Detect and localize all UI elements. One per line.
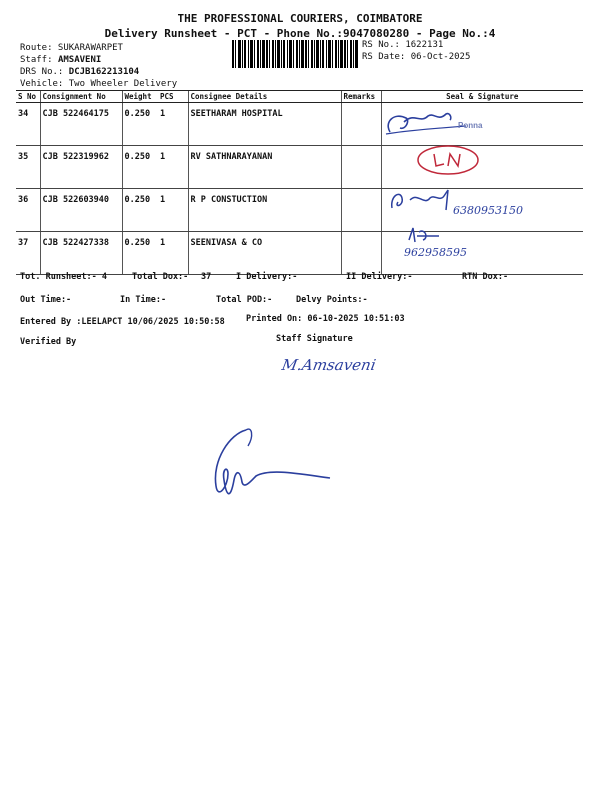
table-row	[16, 103, 583, 146]
total-dox-value: 37	[201, 272, 212, 282]
vehicle-label: Vehicle: Two Wheeler Delivery	[20, 79, 178, 89]
runsheet-table	[16, 90, 583, 275]
rs-number: RS No.: 1622131	[362, 40, 444, 50]
cell-weight: 0.250	[122, 146, 158, 189]
cell-consignee: R P CONSTUCTION	[188, 189, 341, 232]
drs-line	[20, 67, 139, 77]
cell-sno: 37	[16, 232, 40, 275]
out-time: Out Time:-	[20, 295, 72, 305]
total-dox-label: Total Dox:-	[132, 272, 189, 282]
runsheet-subtitle: Delivery Runsheet - PCT - Phone No.:9047080280 - Page No.:4	[104, 27, 496, 40]
cell-weight: 0.250	[122, 189, 158, 232]
cell-remarks	[341, 189, 381, 232]
stamp-text: Ponna	[458, 121, 483, 130]
staff-value: AMSAVENI	[57, 55, 102, 65]
row37-phone: 962958595	[404, 246, 467, 259]
rtn-dox: RTN Dox:-	[462, 272, 509, 282]
col-header-seal: Seal & Signature	[381, 91, 583, 103]
red-receipt-mark	[414, 142, 484, 178]
in-time: In Time:-	[120, 295, 167, 305]
cell-pcs: 1	[158, 232, 188, 275]
cell-sno: 36	[16, 189, 40, 232]
col-header-weight: Weight	[122, 91, 158, 103]
row37-signature	[405, 224, 455, 246]
tot-runsheet: Tot. Runsheet:- 4	[20, 272, 107, 282]
cell-pcs: 1	[158, 103, 188, 146]
rs-date: RS Date: 06-Oct-2025	[362, 52, 471, 62]
cell-consignment: CJB 522427338	[40, 232, 122, 275]
verifier-signature	[200, 420, 340, 510]
staff-signature-label: Staff Signature	[276, 334, 353, 344]
staff-handwritten-signature: M.Amsaveni	[280, 356, 378, 374]
cell-pcs: 1	[158, 146, 188, 189]
cell-consignment: CJB 522319962	[40, 146, 122, 189]
cell-consignment: CJB 522603940	[40, 189, 122, 232]
cell-consignee: SEENIVASA & CO	[188, 232, 341, 275]
drs-label: DRS No.:	[20, 67, 64, 77]
staff-line	[20, 55, 101, 65]
col-header-consignee: Consignee Details	[188, 91, 341, 103]
cell-consignee: RV SATHNARAYANAN	[188, 146, 341, 189]
cell-consignee: SEETHARAM HOSPITAL	[188, 103, 341, 146]
cell-remarks	[341, 232, 381, 275]
cell-remarks	[341, 146, 381, 189]
company-title: THE PROFESSIONAL COURIERS, COIMBATORE	[177, 12, 423, 25]
i-delivery: I Delivery:-	[236, 272, 298, 282]
printed-on: Printed On: 06-10-2025 10:51:03	[246, 314, 405, 324]
table-header-row	[16, 91, 583, 103]
col-header-consignment: Consignment No	[40, 91, 122, 103]
cell-weight: 0.250	[122, 103, 158, 146]
table-row	[16, 146, 583, 189]
cell-weight: 0.250	[122, 232, 158, 275]
cell-remarks	[341, 103, 381, 146]
col-header-remarks: Remarks	[341, 91, 381, 103]
row36-phone: 6380953150	[453, 204, 523, 217]
cell-sno: 34	[16, 103, 40, 146]
col-header-sno: S No	[16, 91, 40, 103]
cell-pcs: 1	[158, 189, 188, 232]
barcode-image	[232, 40, 358, 68]
table-row	[16, 232, 583, 275]
route-label: Route: SUKARAWARPET	[20, 43, 123, 53]
entered-by: Entered By :LEELAPCT 10/06/2025 10:50:58	[20, 317, 225, 327]
verified-by: Verified By	[20, 337, 77, 347]
ii-delivery: II Delivery:-	[346, 272, 413, 282]
total-pod: Total POD:-	[216, 295, 273, 305]
cell-consignment: CJB 522464175	[40, 103, 122, 146]
delvy-points: Delvy Points:-	[296, 295, 368, 305]
staff-label: Staff:	[20, 55, 53, 65]
col-header-pcs: PCS	[158, 91, 188, 103]
cell-sno: 35	[16, 146, 40, 189]
drs-value: DCJB162213104	[68, 67, 140, 77]
